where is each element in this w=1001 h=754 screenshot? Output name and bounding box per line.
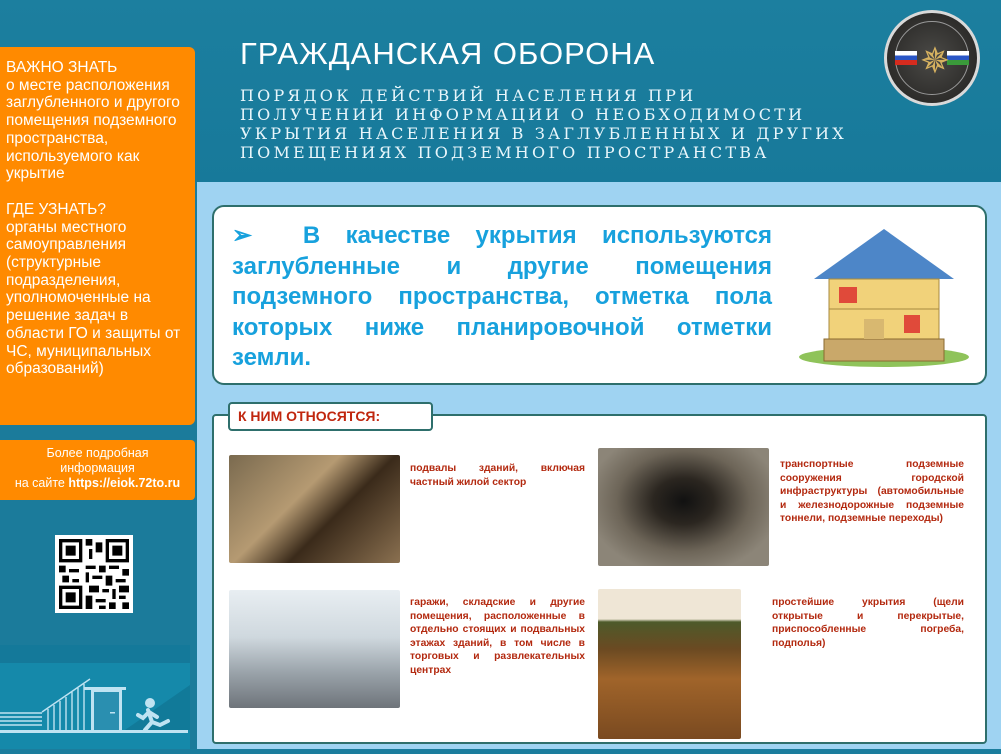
russian-flag-icon — [895, 51, 917, 65]
page-title: ГРАЖДАНСКАЯ ОБОРОНА — [240, 36, 656, 71]
more-info-text: на сайте — [14, 476, 69, 490]
important-heading: ВАЖНО ЗНАТЬ — [6, 59, 118, 76]
where-text: органы местного самоуправления (структурные подразделения, уполномоченные на решение задач в области ГО и защиты от ЧС, муниципальных образований) — [6, 218, 181, 378]
subtitle-line: УКРЫТИЯ НАСЕЛЕНИЯ В ЗАГЛУБЛЕННЫХ И ДРУГИХ — [240, 124, 847, 143]
where-heading: ГДЕ УЗНАТЬ? — [6, 200, 106, 218]
eagle-star-icon: ✵ — [919, 40, 951, 81]
tunnel-photo — [598, 448, 769, 566]
important-text: о месте расположения заглубленного и другого помещения подземного пространства, используемого как укрытие — [6, 76, 180, 183]
more-info-panel — [0, 440, 195, 500]
section-label: К НИМ ОТНОСЯТСЯ: — [228, 402, 433, 431]
page-subtitle — [240, 86, 847, 162]
website-link[interactable]: https://eiok.72to.ru — [68, 476, 181, 490]
subtitle-line: ПОЛУЧЕНИИ ИНФОРМАЦИИ О НЕОБХОДИМОСТИ — [240, 105, 806, 124]
running-to-shelter-icon — [0, 645, 190, 749]
subtitle-line: ПОРЯДОК ДЕЙСТВИЙ НАСЕЛЕНИЯ ПРИ — [240, 86, 697, 105]
important-info-panel — [0, 47, 195, 425]
item-text: простейшие укрытия (щели открытые и перекрытые, приспособленные погреба, подполья) — [772, 597, 964, 649]
more-info-text: Более подробная — [46, 446, 149, 460]
mchs-emblem-logo — [884, 10, 980, 106]
statement-card — [212, 205, 987, 385]
basement-photo — [229, 455, 400, 563]
qr-code[interactable] — [55, 535, 133, 613]
item-text: подвалы зданий, включая частный жилой сектор — [410, 463, 585, 488]
qr-code-icon — [59, 539, 129, 609]
subtitle-line: ПОМЕЩЕНИЯХ ПОДЗЕМНОГО ПРОСТРАНСТВА — [240, 143, 770, 162]
more-info-text: информация — [60, 461, 135, 475]
evacuation-illustration — [0, 645, 190, 749]
statement-text — [232, 221, 772, 374]
house-cutaway-image — [794, 219, 974, 369]
parking-garage-photo — [229, 590, 400, 708]
item-text: гаражи, складские и другие помещения, расположенные в отдельно стоящих и подвальных этажах зданий, в том числе в торговых и развлекательных центрах — [410, 597, 585, 676]
simple-shelter-photo — [598, 589, 741, 739]
item-text: транспортные подземные сооружения городской инфраструктуры (автомобильные и железнодорожные подземные тоннели, подземные переходы) — [780, 459, 964, 524]
statement: В качестве укрытия используются заглубленные и другие помещения подземного пространства, отметка пола которых ниже планировочной отметки земли. — [232, 222, 772, 371]
arrow-bullet-icon: ➢ — [232, 222, 253, 249]
